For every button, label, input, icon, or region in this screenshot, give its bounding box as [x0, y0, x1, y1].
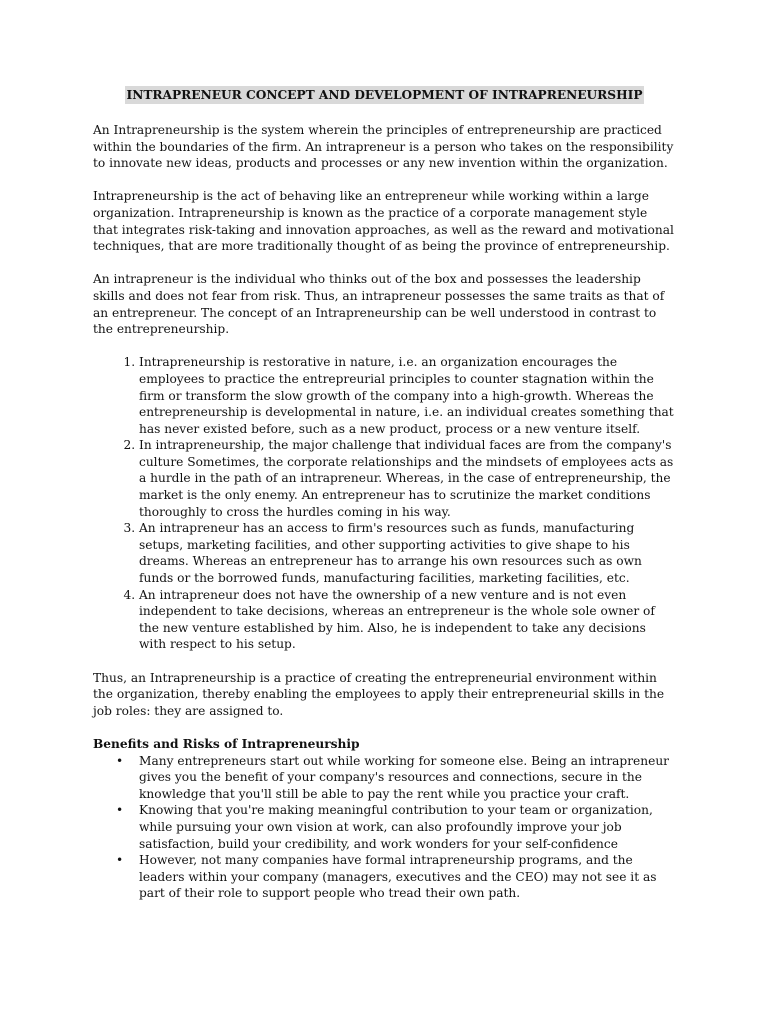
- conclusion-paragraph: Thus, an Intrapreneurship is a practice of creating the entrepreneurial environment within the organization, thereby enabling the employees to apply their entrepreneurial skills in the job roles: they are assigned to.: [93, 670, 665, 718]
- intro-paragraph-3: An intrapreneur is the individual who thinks out of the box and possesses the leadership skills and does not fear from risk. Thus, an intrapreneur possesses the same traits as that of an entrepreneur. The concept of an Intrapreneurship can be well understood in contrast to the entrepreneurship.: [93, 272, 665, 337]
- comparison-item-2: 2. In intrapreneurship, the major challenge that individual faces are from the company's culture Sometimes, the corporate relationships and the mindsets of employees acts as a hurdle in the path of an intrapreneur. Whereas, in the case of entrepreneurship, the market is the only enemy. An entrepreneur has to scrutinize the market conditions thoroughly to cross the hurdles coming in his way.: [139, 437, 676, 520]
- comparison-item-3: 3. An intrapreneur has an access to firm's resources such as funds, manufacturing setups, marketing facilities, and other supporting activities to give shape to his dreams. Whereas an entrepreneur has to arrange his own resources such as own funds or the borrowed funds, manufacturing facilities, marketing facilities, etc.: [139, 520, 676, 586]
- comparison-list: [93, 354, 676, 653]
- title-wrap: [93, 86, 676, 104]
- benefits-heading: Benefits and Risks of Intrapreneurship: [93, 736, 360, 751]
- benefits-list: [93, 753, 676, 902]
- intro-paragraph-1: An Intrapreneurship is the system wherein the principles of entrepreneurship are practiced within the boundaries of the firm. An intrapreneur is a person who takes on the responsibility to innovate new ideas, products and processes or any new invention within the organization.: [93, 123, 674, 171]
- benefit-item-2: [116, 802, 676, 852]
- intro-paragraph-2: Intrapreneurship is the act of behaving like an entrepreneur while working within a large organization. Intrapreneurship is known as the practice of a corporate management style that integrates risk-taking and innovation approaches, as well as the reward and motivational techniques, that are more traditionally thought of as being the province of entrepreneurship.: [93, 189, 674, 254]
- benefit-item-3: [116, 852, 676, 902]
- benefit-item-text: However, not many companies have formal intrapreneurship programs, and the leaders within your company (managers, executives and the CEO) may not see it as part of their role to support people who tread their own path.: [139, 853, 657, 901]
- document-title: INTRAPRENEUR CONCEPT AND DEVELOPMENT OF INTRAPRENEURSHIP: [126, 88, 643, 102]
- benefit-item-text: Many entrepreneurs start out while working for someone else. Being an intrapreneur gives you the benefit of your company's resources and connections, secure in the knowledge that you'll still be able to pay the rent while you practice your craft.: [139, 753, 670, 801]
- bullet-marker: •: [116, 803, 124, 818]
- comparison-item-1: 1. Intrapreneurship is restorative in nature, i.e. an organization encourages the employees to practice the entrepreurial principles to counter stagnation within the firm or transform the slow growth of the company into a high-growth. Whereas the entrepreneurship is developmental in nature, i.e. an individual creates something that has never existed before, such as a new product, process or a new venture itself.: [139, 354, 676, 437]
- bullet-marker: •: [116, 753, 124, 768]
- bullet-marker: •: [116, 853, 124, 868]
- benefit-item-1: [116, 753, 676, 803]
- benefit-item-text: Knowing that you're making meaningful contribution to your team or organization, while pursuing your own vision at work, can also profoundly improve your job satisfaction, build your credibility, and work wonders for your self-confidence: [139, 803, 653, 851]
- comparison-item-4: 4. An intrapreneur does not have the ownership of a new venture and is not even independent to take decisions, whereas an entrepreneur is the whole sole owner of the new venture established by him. Also, he is independent to take any decisions with respect to his setup.: [139, 587, 676, 653]
